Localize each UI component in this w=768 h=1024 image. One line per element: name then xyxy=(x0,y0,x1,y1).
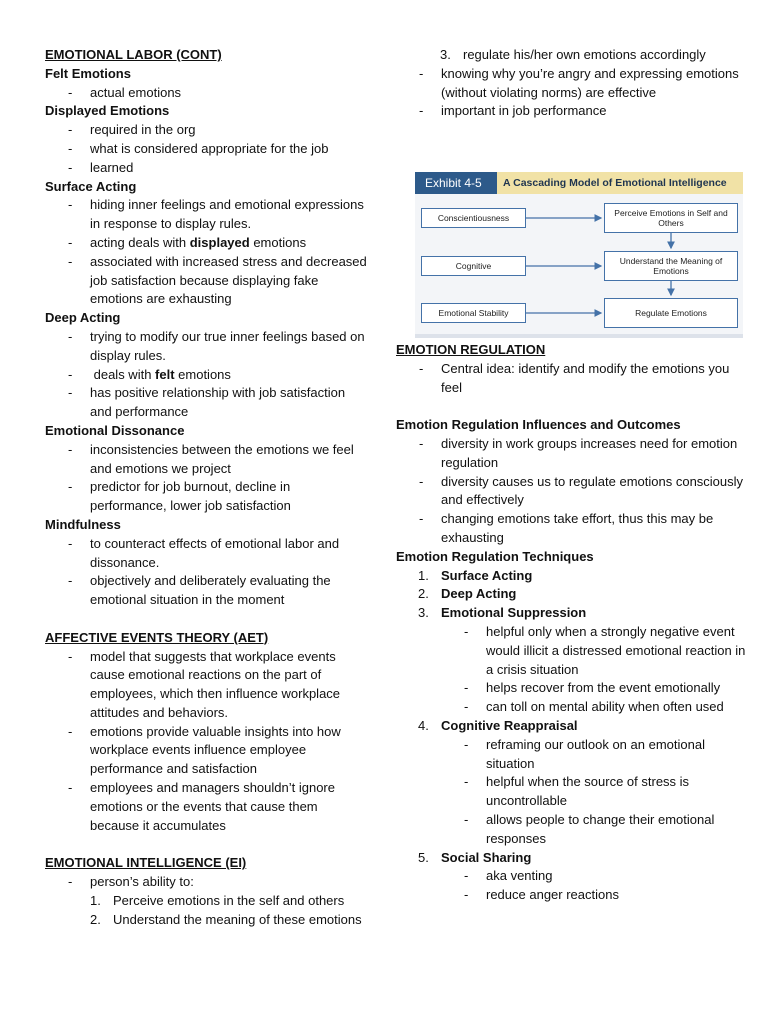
list-item: - has positive relationship with job satisfaction and performance xyxy=(45,384,370,422)
text-run: acting deals with xyxy=(90,234,190,250)
list-item: - reduce anger reactions xyxy=(441,886,746,905)
heading-displayed-emotions: Displayed Emotions xyxy=(45,103,170,119)
list-item: - Central idea: identify and modify the emotions you feel xyxy=(396,360,746,398)
list-item: - predictor for job burnout, decline in performance, lower job satisfaction xyxy=(45,478,370,516)
technique-item xyxy=(396,585,746,604)
ei-list xyxy=(45,873,370,929)
bold-term: felt xyxy=(155,366,175,382)
exhibit-box-conscientiousness: Conscientiousness xyxy=(421,208,526,228)
list-item: - employees and managers shouldn’t ignore emotions or the events that cause them because it accumulates xyxy=(45,779,370,835)
list-item: - allows people to change their emotional responses xyxy=(441,811,746,849)
ei-cont-list xyxy=(396,65,746,121)
item-text: Cognitive Reappraisal xyxy=(441,717,578,733)
list-item: - diversity in work groups increases need for emotion regulation xyxy=(396,435,746,473)
item-text: Deep Acting xyxy=(441,586,517,602)
influences-list xyxy=(396,435,746,548)
text-run: deals with xyxy=(90,366,156,382)
list-item: - diversity causes us to regulate emotions consciously and effectively xyxy=(396,473,746,511)
ei-abilities-continued xyxy=(396,46,746,65)
bold-term: displayed xyxy=(189,234,250,250)
displayed-emotions-list xyxy=(45,121,370,177)
item-number: 1. xyxy=(418,567,429,583)
list-item: - learned xyxy=(45,159,370,178)
exhibit-box-cognitive: Cognitive xyxy=(421,256,526,276)
item-text: Emotional Suppression xyxy=(441,605,587,621)
exhibit-tag: Exhibit 4-5 xyxy=(415,172,497,194)
list-item: - required in the org xyxy=(45,121,370,140)
list-item: - knowing why you’re angry and expressing emotions (without violating norms) are effective xyxy=(396,65,746,103)
techniques-list xyxy=(396,567,746,905)
left-column xyxy=(45,46,370,929)
heading-regulation-influences: Emotion Regulation Influences and Outcomes xyxy=(396,417,681,433)
list-item: - inconsistencies between the emotions we feel and emotions we project xyxy=(45,441,370,479)
exhibit-box-perceive: Perceive Emotions in Self and Others xyxy=(604,203,738,233)
list-item: - reframing our outlook on an emotional situation xyxy=(441,736,746,774)
list-item: - important in job performance xyxy=(396,102,746,121)
technique-item xyxy=(396,567,746,586)
technique-item xyxy=(396,604,746,717)
exhibit-bottom-shade xyxy=(415,334,743,338)
item-text: Surface Acting xyxy=(441,567,533,583)
mindfulness-list xyxy=(45,535,370,610)
exhibit-box-understand: Understand the Meaning of Emotions xyxy=(604,251,738,281)
item-number: 4. xyxy=(418,717,429,733)
right-column-top xyxy=(396,46,746,121)
heading-felt-emotions: Felt Emotions xyxy=(45,65,131,81)
technique-sublist xyxy=(441,623,746,717)
section-title-emotion-regulation: EMOTION REGULATION xyxy=(396,342,546,357)
technique-item xyxy=(396,849,746,905)
list-item: - model that suggests that workplace events cause emotional reactions on the part of employees, which then influence workplace attitudes and behaviors. xyxy=(45,648,370,723)
list-item: - helpful only when a strongly negative event would illicit a distressed emotional reaction in a crisis situation xyxy=(441,623,746,679)
list-item: - hiding inner feelings and emotional expressions in response to display rules. xyxy=(45,196,370,234)
list-item: - emotions provide valuable insights into how workplace events influence employee performance and satisfaction xyxy=(45,723,370,779)
item-text: regulate his/her own emotions accordingly xyxy=(463,47,706,62)
technique-item xyxy=(396,717,746,849)
item-number: 5. xyxy=(418,849,429,865)
section-title-ei: EMOTIONAL INTELLIGENCE (EI) xyxy=(45,855,247,871)
list-item: - actual emotions xyxy=(45,84,370,103)
technique-sublist xyxy=(441,867,746,905)
item-text: Social Sharing xyxy=(441,849,532,865)
item-number: 1. xyxy=(90,892,101,908)
list-item: - changing emotions take effort, thus this may be exhausting xyxy=(396,510,746,548)
heading-regulation-techniques: Emotion Regulation Techniques xyxy=(396,548,594,564)
item-number: 2. xyxy=(418,586,429,602)
aet-list xyxy=(45,648,370,836)
exhibit-title: A Cascading Model of Emotional Intelligence xyxy=(503,177,727,189)
list-item xyxy=(45,366,370,385)
item-number: 2. xyxy=(90,911,101,927)
list-item: - can toll on mental ability when often used xyxy=(441,698,746,717)
section-title-emotional-labor: EMOTIONAL LABOR (CONT) xyxy=(45,47,222,62)
list-item xyxy=(45,873,370,929)
exhibit-box-regulate: Regulate Emotions xyxy=(604,298,738,328)
list-item: - trying to modify our true inner feelings based on display rules. xyxy=(45,328,370,366)
list-item-text: person’s ability to: xyxy=(90,874,194,890)
deep-acting-list xyxy=(45,328,370,422)
list-item xyxy=(45,234,370,253)
item-text: Perceive emotions in the self and others xyxy=(113,892,345,908)
technique-sublist xyxy=(441,736,746,849)
heading-mindfulness: Mindfulness xyxy=(45,516,121,532)
list-item: - helps recover from the event emotionally xyxy=(441,679,746,698)
felt-emotions-list xyxy=(45,84,370,103)
item-number: 3. xyxy=(440,47,451,62)
numbered-item xyxy=(45,911,370,930)
section-title-aet: AFFECTIVE EVENTS THEORY (AET) xyxy=(45,629,269,645)
dissonance-list xyxy=(45,441,370,516)
heading-emotional-dissonance: Emotional Dissonance xyxy=(45,422,185,438)
numbered-item xyxy=(396,46,746,65)
list-item: - what is considered appropriate for the job xyxy=(45,140,370,159)
heading-surface-acting: Surface Acting xyxy=(45,178,137,194)
exhibit-box-emotional-stability: Emotional Stability xyxy=(421,303,526,323)
text-run: emotions xyxy=(174,366,231,382)
list-item: - objectively and deliberately evaluating the emotional situation in the moment xyxy=(45,572,370,610)
list-item: - aka venting xyxy=(441,867,746,886)
list-item: - associated with increased stress and decreased job satisfaction because displaying fake emotions are exhausting xyxy=(45,253,370,309)
exhibit-figure xyxy=(415,172,743,338)
item-text: Understand the meaning of these emotions xyxy=(113,911,362,927)
ei-abilities-list xyxy=(45,892,370,930)
right-column-bottom xyxy=(396,341,746,905)
surface-acting-list xyxy=(45,196,370,309)
item-number: 3. xyxy=(418,605,429,621)
list-item: - to counteract effects of emotional labor and dissonance. xyxy=(45,535,370,573)
numbered-item xyxy=(45,892,370,911)
heading-deep-acting: Deep Acting xyxy=(45,310,121,326)
regulation-list xyxy=(396,360,746,398)
text-run: emotions xyxy=(249,234,307,250)
list-item: - helpful when the source of stress is uncontrollable xyxy=(441,773,746,811)
